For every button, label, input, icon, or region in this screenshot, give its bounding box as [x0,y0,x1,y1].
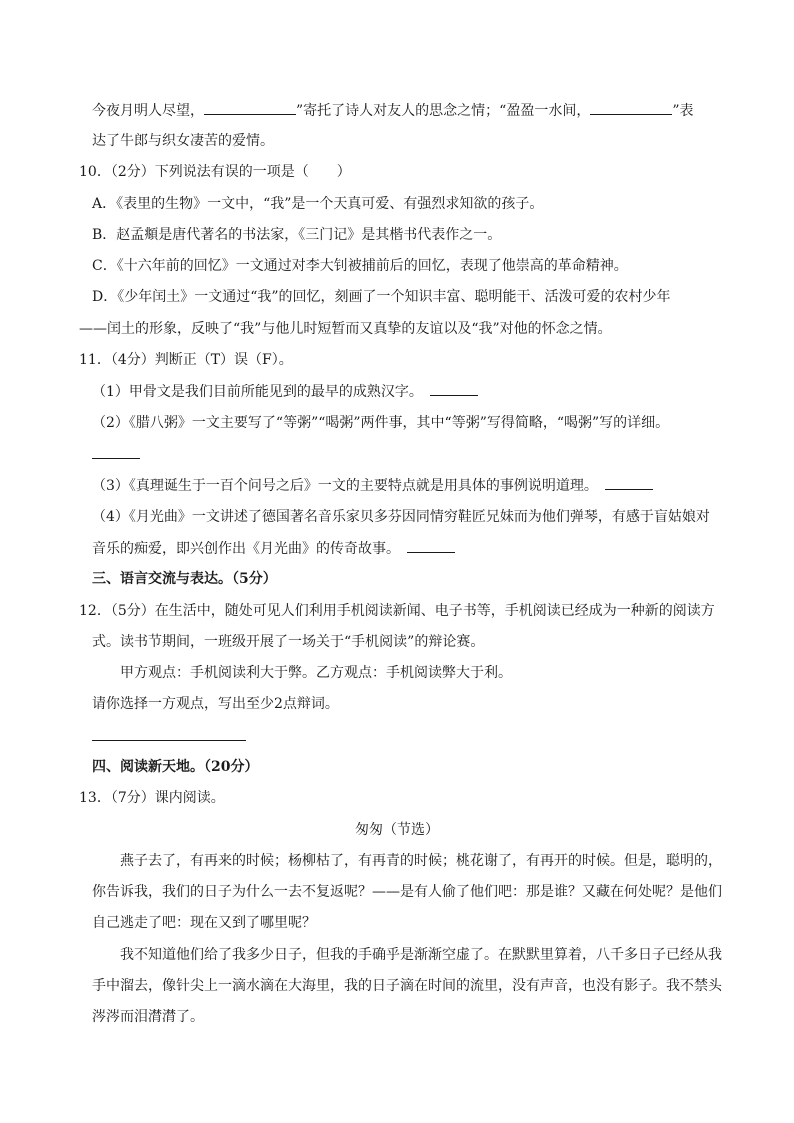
passage-paragraph-2-end: 涔涔而泪潸潸了。 [92,1009,204,1025]
question-10: 10．（2分）下列说法有误的一项是（ ） [79,164,351,180]
answer-blank[interactable] [430,381,478,396]
answer-blank[interactable] [92,444,140,459]
text: 今夜月明人尽望， [92,103,204,119]
text: （3）《真理诞生于一百个问号之后》一文的主要特点就是用具体的事例说明道理。 [92,478,591,494]
text-line: 达了牛郎与织女凄苦的爱情。 [92,133,274,149]
judge-item-4-cont [92,538,455,559]
text: 音乐的痴爱，即兴创作出《月光曲》的传奇故事。 [92,541,393,557]
poem-fill-line [92,100,694,121]
judge-item-1 [92,381,478,402]
judge-item-2-blank [92,444,140,465]
answer-blank[interactable] [92,726,246,741]
option-b: B．赵孟頫是唐代著名的书法家，《三门记》是其楷书代表作之一。 [92,227,502,243]
judge-item-2: （2）《腊八粥》一文主要写了“等粥”“喝粥”两件事，其中“等粥”写得简略，“喝粥”写的详细。 [92,415,670,431]
question-12-prompt: 请你选择一方观点，写出至少2点辩词。 [92,696,339,712]
judge-item-3 [92,475,653,496]
judge-item-4: （4）《月光曲》一文讲述了德国著名音乐家贝多芬因同情穷鞋匠兄妹而为他们弹琴，有感于盲姑娘对 [92,509,710,525]
passage-paragraph-1-end: 自己逃走了吧：现在又到了哪里呢？ [92,915,316,931]
question-12: 12．（5分）在生活中，随处可见人们利用手机阅读新闻、电子书等，手机阅读已经成为一种新的阅读方 [79,603,715,619]
viewpoints: 甲方观点：手机阅读利大于弊。乙方观点：手机阅读弊大于利。 [120,665,512,681]
text: ”表 [672,103,694,119]
section-4-heading: 四、阅读新天地。（20分） [92,759,259,775]
answer-blank[interactable] [590,100,672,115]
passage-title: 匆匆（节选） [355,822,439,838]
question-11: 11．（4分）判断正（T）误（F）。 [79,352,293,368]
option-d: D．《少年闰土》一文通过“我”的回忆，刻画了一个知识丰富、聪明能干、活泼可爱的农村少年 [92,289,671,305]
option-c: C．《十六年前的回忆》一文通过对李大钊被捕前后的回忆，表现了他崇高的革命精神。 [92,258,628,274]
text: ”寄托了诗人对友人的思念之情；“盈盈一水间， [296,103,591,119]
answer-blank[interactable] [204,100,296,115]
passage-paragraph-2-cont: 手中溜去，像针尖上一滴水滴在大海里，我的日子滴在时间的流里，没有声音，也没有影子。我不禁头 [92,978,722,994]
passage-paragraph-2: 我不知道他们给了我多少日子，但我的手确乎是渐渐空虚了。在默默里算着，八千多日子已经从我 [120,947,722,963]
section-3-heading: 三、语言交流与表达。（5分） [92,571,277,587]
option-d-cont: ——闰土的形象，反映了“我”与他儿时短暂而又真挚的友谊以及“我”对他的怀念之情。 [79,321,612,337]
answer-line [92,726,246,747]
question-13: 13．（7分）课内阅读。 [79,790,225,806]
passage-paragraph-1-cont: 你告诉我，我们的日子为什么一去不复返呢？——是有人偷了他们吧：那是谁？又藏在何处呢？是他们 [92,884,722,900]
answer-blank[interactable] [605,475,653,490]
question-12-cont: 式。读书节期间，一班级开展了一场关于“手机阅读”的辩论赛。 [92,634,485,650]
passage-paragraph-1: 燕子去了，有再来的时候；杨柳枯了，有再青的时候；桃花谢了，有再开的时候。但是，聪明的， [120,853,722,869]
option-a: A．《表里的生物》一文中，“我”是一个天真可爱、有强烈求知欲的孩子。 [92,196,544,212]
answer-blank[interactable] [407,538,455,553]
text: （1）甲骨文是我们目前所能见到的最早的成熟汉字。 [92,384,416,400]
